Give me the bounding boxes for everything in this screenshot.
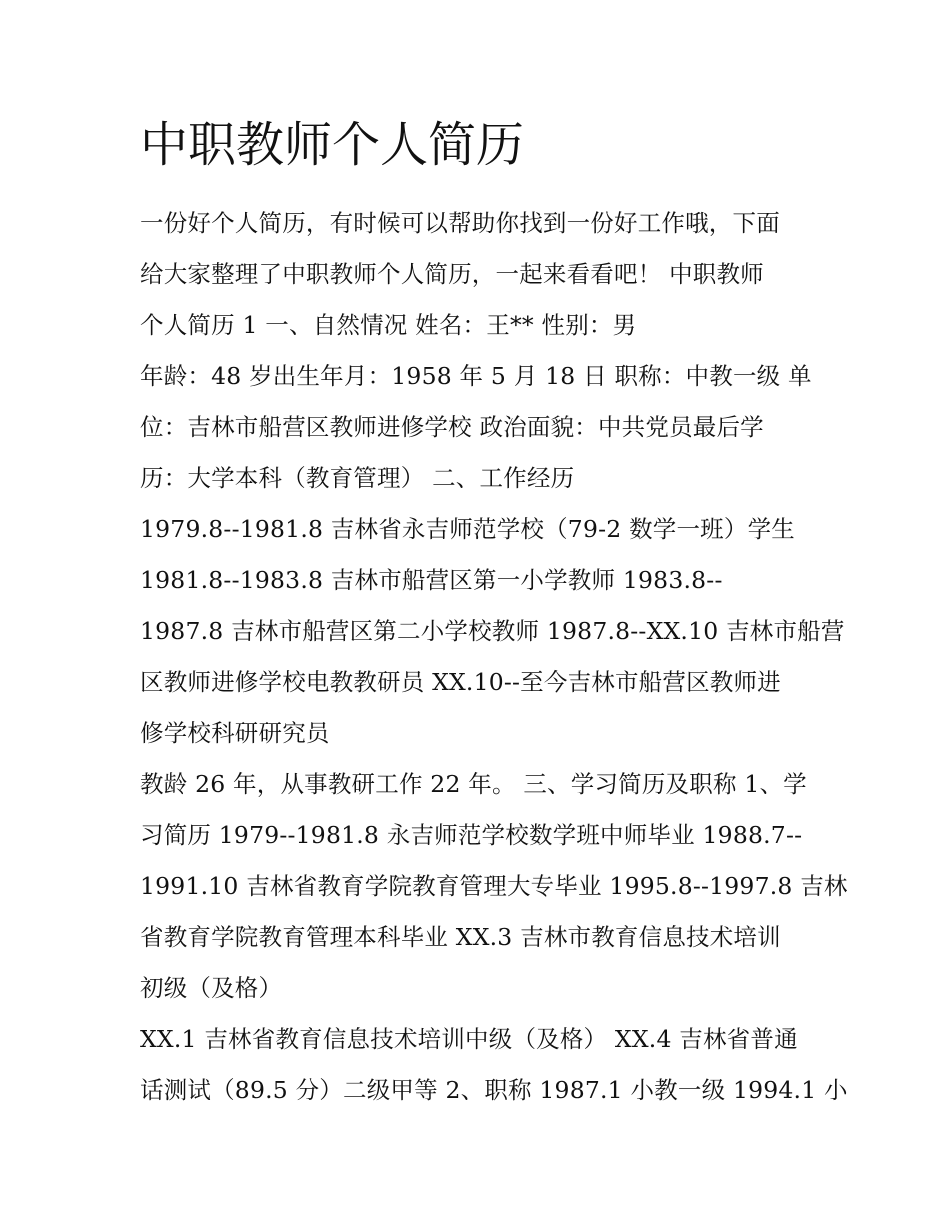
document-body bbox=[140, 198, 848, 1116]
text-line: 1981.8--1983.8 吉林市船营区第一小学教师 1983.8-- bbox=[140, 566, 723, 594]
document-title: 中职教师个人简历 bbox=[140, 117, 525, 173]
text-line: 省教育学院教育管理本科毕业 XX.3 吉林市教育信息技术培训 bbox=[140, 923, 781, 951]
text-line: 习简历 1979--1981.8 永吉师范学校数学班中师毕业 1988.7-- bbox=[140, 821, 803, 849]
text-line: 年龄：48 岁出生年月：1958 年 5 月 18 日 职称：中教一级 单 bbox=[140, 362, 812, 390]
text-line: 给大家整理了中职教师个人简历，一起来看看吧！ 中职教师 bbox=[140, 260, 764, 288]
text-line: XX.1 吉林省教育信息技术培训中级（及格） XX.4 吉林省普通 bbox=[140, 1025, 798, 1053]
text-line: 教龄 26 年，从事教研工作 22 年。 三、学习简历及职称 1、学 bbox=[140, 770, 807, 798]
text-line: 个人简历 1 一、自然情况 姓名：王** 性别：男 bbox=[140, 311, 637, 339]
text-line: 初级（及格） bbox=[140, 974, 283, 1002]
text-line: 修学校科研研究员 bbox=[140, 719, 330, 747]
text-line: 历：大学本科（教育管理） 二、工作经历 bbox=[140, 464, 575, 492]
text-line: 一份好个人简历，有时候可以帮助你找到一份好工作哦，下面 bbox=[140, 209, 780, 237]
text-line: 1991.10 吉林省教育学院教育管理大专毕业 1995.8--1997.8 吉林 bbox=[140, 872, 848, 900]
text-line: 区教师进修学校电教教研员 XX.10--至今吉林市船营区教师进 bbox=[140, 668, 781, 696]
text-line: 1979.8--1981.8 吉林省永吉师范学校（79-2 数学一班）学生 bbox=[140, 515, 795, 543]
text-line: 位：吉林市船营区教师进修学校 政治面貌：中共党员最后学 bbox=[140, 413, 764, 441]
text-line: 1987.8 吉林市船营区第二小学校教师 1987.8--XX.10 吉林市船营 bbox=[140, 617, 845, 645]
text-line: 话测试（89.5 分）二级甲等 2、职称 1987.1 小教一级 1994.1 小 bbox=[140, 1076, 848, 1104]
